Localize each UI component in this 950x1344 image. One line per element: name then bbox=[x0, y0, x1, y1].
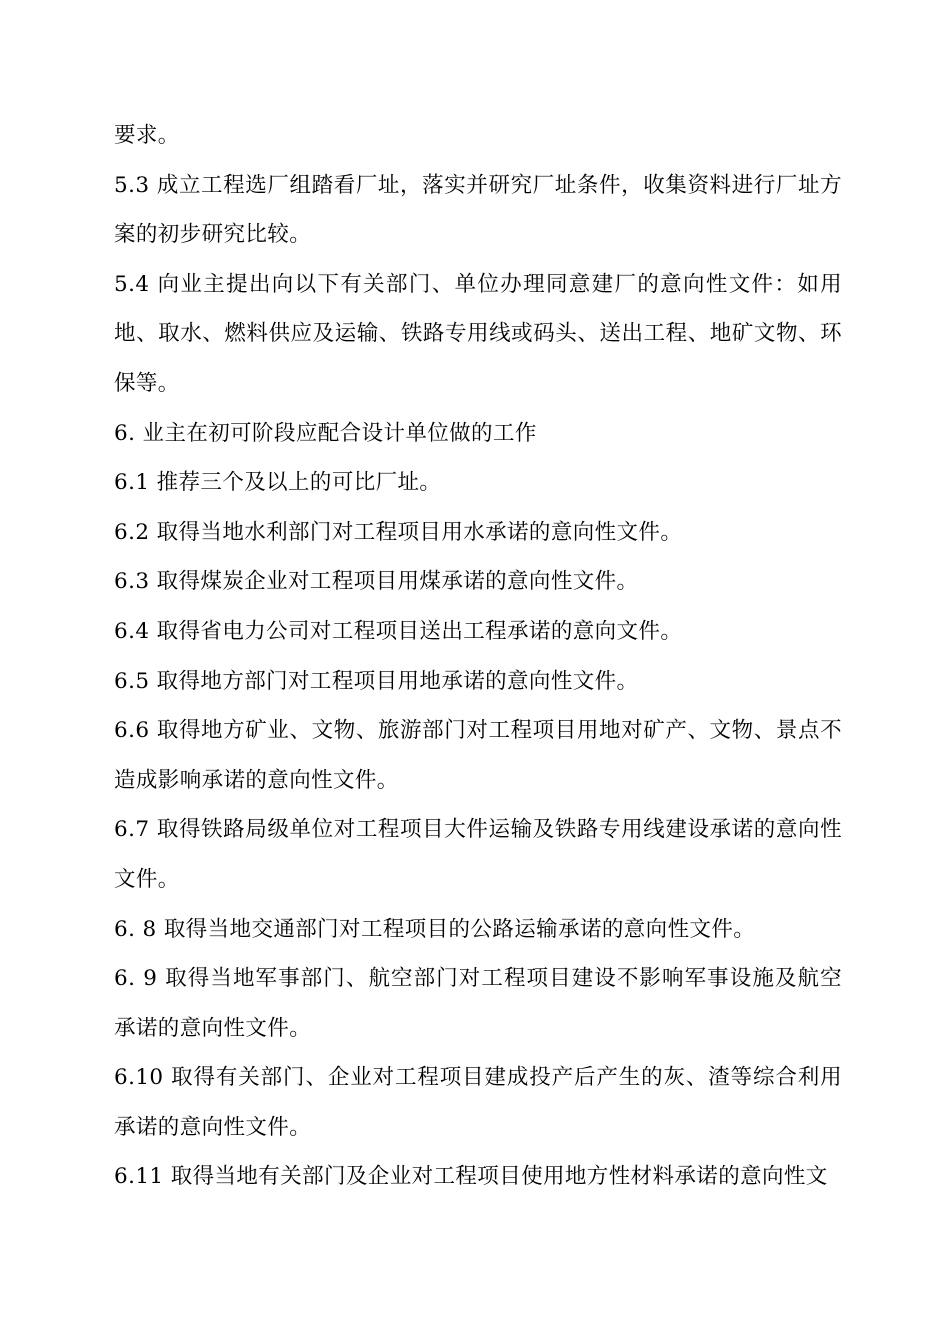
paragraph-continuation: 要求。 bbox=[114, 123, 180, 148]
paragraph-6-7: 6.7 取得铁路局级单位对工程项目大件运输及铁路专用线建设承诺的意向性文件。 bbox=[114, 817, 842, 892]
paragraph-6-5: 6.5 取得地方部门对工程项目用地承诺的意向性文件。 bbox=[114, 668, 639, 694]
section-heading-6: 6. 业主在初可阶段应配合设计单位做的工作 bbox=[114, 420, 537, 446]
document-body bbox=[114, 111, 842, 1202]
paragraph-6-6: 6.6 取得地方矿业、文物、旅游部门对工程项目用地对矿产、文物、景点不造成影响承诺的意向性文件。 bbox=[114, 718, 842, 793]
paragraph-6-3: 6.3 取得煤炭企业对工程项目用煤承诺的意向性文件。 bbox=[114, 569, 639, 595]
paragraph-5-4: 5.4 向业主提出向以下有关部门、单位办理同意建厂的意向性文件：如用地、取水、燃料供应及运输、铁路专用线或码头、送出工程、地矿文物、环保等。 bbox=[114, 271, 842, 396]
paragraph-6-11: 6.11 取得当地有关部门及企业对工程项目使用地方性材料承诺的意向性文 bbox=[114, 1164, 828, 1190]
paragraph-6-4: 6.4 取得省电力公司对工程项目送出工程承诺的意向文件。 bbox=[114, 618, 683, 644]
paragraph-6-1: 6.1 推荐三个及以上的可比厂址。 bbox=[114, 470, 442, 496]
paragraph-6-8: 6. 8 取得当地交通部门对工程项目的公路运输承诺的意向性文件。 bbox=[114, 916, 756, 942]
paragraph-6-10: 6.10 取得有关部门、企业对工程项目建成投产后产生的灰、渣等综合利用承诺的意向性文件。 bbox=[114, 1065, 842, 1140]
paragraph-5-3: 5.3 成立工程选厂组踏看厂址，落实并研究厂址条件，收集资料进行厂址方案的初步研究比较。 bbox=[114, 172, 842, 248]
paragraph-6-9: 6. 9 取得当地军事部门、航空部门对工程项目建设不影响军事设施及航空承诺的意向性文件。 bbox=[114, 966, 842, 1041]
paragraph-6-2: 6.2 取得当地水利部门对工程项目用水承诺的意向性文件。 bbox=[114, 519, 683, 545]
